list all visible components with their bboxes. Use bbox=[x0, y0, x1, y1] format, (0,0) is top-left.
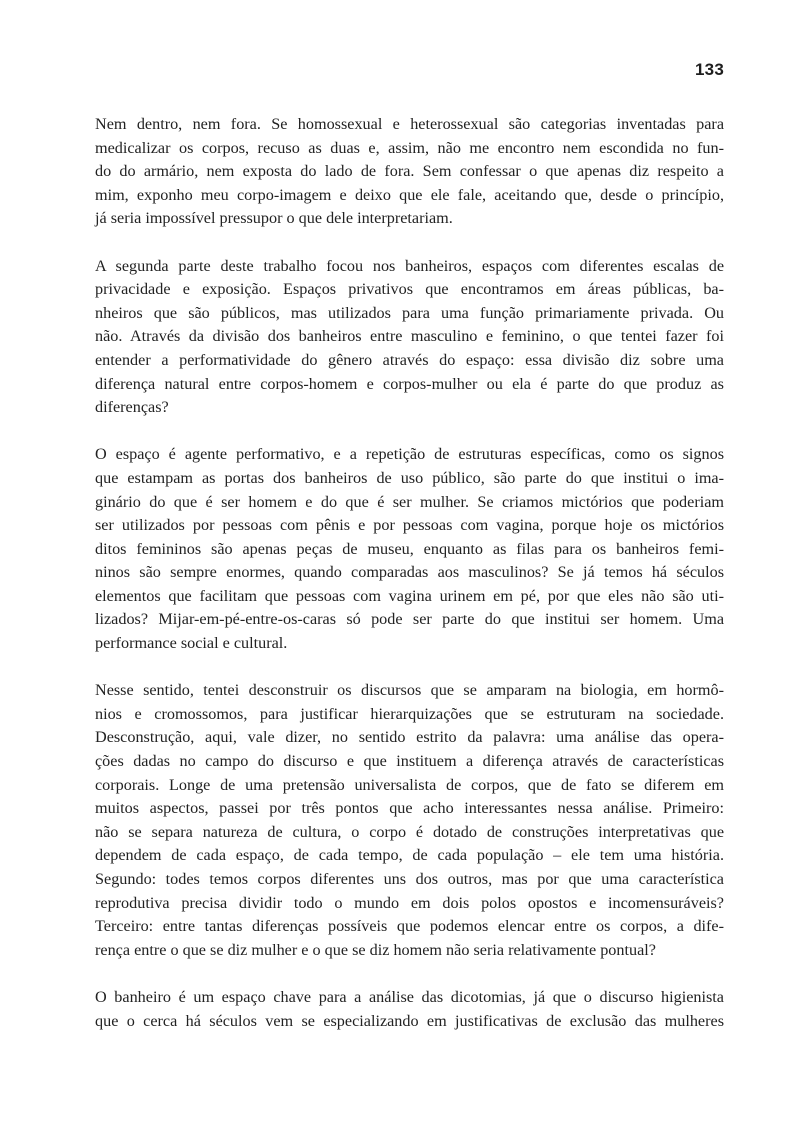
paragraph bbox=[95, 443, 724, 655]
text-line: ções dadas no campo do discurso e que instituem a diferença através de características bbox=[95, 752, 724, 771]
text-line: que estampam as portas dos banheiros de uso público, são parte do que institui o ima- bbox=[95, 468, 724, 487]
text-line: não. Através da divisão dos banheiros entre masculino e feminino, o que tentei fazer foi bbox=[95, 327, 724, 346]
text-line: lizados? Mijar-em-pé-entre-os-caras só pode ser parte do que institui ser homem. Uma bbox=[95, 610, 724, 629]
text-line: não se separa natureza de cultura, o corpo é dotado de construções interpretativas que bbox=[95, 822, 724, 841]
body-text bbox=[95, 113, 724, 1057]
text-line: reprodutiva precisa dividir todo o mundo em dois polos opostos e incomensuráveis? bbox=[95, 893, 724, 912]
text-line: medicalizar os corpos, recuso as duas e, assim, não me encontro nem escondida no fun- bbox=[95, 138, 724, 157]
text-line: Segundo: todes temos corpos diferentes uns dos outros, mas por que uma característica bbox=[95, 870, 724, 888]
text-line: diferenças? bbox=[95, 398, 169, 417]
text-line: elementos que facilitam que pessoas com vagina urinem em pé, por que eles não são uti- bbox=[95, 586, 724, 605]
text-line: muitos aspectos, passei por três pontos que acho interessantes nessa análise. Primeiro: bbox=[95, 799, 724, 818]
text-line: do do armário, nem exposta do lado de fora. Sem confessar o que apenas diz respeito a bbox=[95, 162, 724, 181]
text-line: nios e cromossomos, para justificar hierarquizações que se estruturam na sociedade. bbox=[95, 704, 724, 723]
text-line: Nem dentro, nem fora. Se homossexual e heterossexual são categorias inventadas para bbox=[95, 115, 724, 133]
text-line: O banheiro é um espaço chave para a análise das dicotomias, já que o discurso higienista bbox=[95, 987, 724, 1006]
text-line: dependem de cada espaço, de cada tempo, de cada população – ele tem uma história. bbox=[95, 846, 724, 865]
paragraph bbox=[95, 113, 724, 231]
text-line: corporais. Longe de uma pretensão universalista de corpos, que de fato se diferem em bbox=[95, 775, 724, 794]
text-line: Desconstrução, aqui, vale dizer, no sentido estrito da palavra: uma análise das opera- bbox=[95, 728, 724, 747]
text-line: rença entre o que se diz mulher e o que se diz homem não seria relativamente pontual? bbox=[95, 940, 656, 959]
text-line: ditos femininos são apenas peças de museu, enquanto as filas para os banheiros femi- bbox=[95, 539, 724, 558]
text-line: privacidade e exposição. Espaços privativos que encontramos em áreas públicas, ba- bbox=[95, 280, 724, 299]
text-line: performance social e cultural. bbox=[95, 634, 288, 653]
text-line: que o cerca há séculos vem se especializando em justificativas de exclusão das mulheres bbox=[95, 1011, 724, 1030]
text-line: ser utilizados por pessoas com pênis e por pessoas com vagina, porque hoje os mictórios bbox=[95, 516, 724, 535]
text-line: ginário do que é ser homem e do que é ser mulher. Se criamos mictórios que poderiam bbox=[95, 492, 724, 511]
paragraph bbox=[95, 679, 724, 962]
text-line: diferença natural entre corpos-homem e corpos-mulher ou ela é parte do que produz as bbox=[95, 374, 724, 393]
paragraph bbox=[95, 255, 724, 420]
text-line: Terceiro: entre tantas diferenças possíveis que podemos elencar entre os corpos, a dife- bbox=[95, 917, 724, 936]
text-line: A segunda parte deste trabalho focou nos banheiros, espaços com diferentes escalas de bbox=[95, 256, 724, 275]
page-number: 133 bbox=[695, 60, 724, 79]
paragraph bbox=[95, 986, 724, 1033]
text-line: entender a performatividade do gênero através do espaço: essa divisão diz sobre uma bbox=[95, 350, 724, 369]
text-line: mim, exponho meu corpo-imagem e deixo que ele fale, aceitando que, desde o princípio, bbox=[95, 185, 724, 204]
text-line: ninos são sempre enormes, quando comparadas aos masculinos? Se já temos há séculos bbox=[95, 563, 724, 582]
text-line: O espaço é agente performativo, e a repetição de estruturas específicas, como os signos bbox=[95, 445, 724, 464]
text-line: nheiros que são públicos, mas utilizados para uma função primariamente privada. Ou bbox=[95, 303, 724, 322]
text-line: já seria impossível pressupor o que dele interpretariam. bbox=[95, 209, 453, 228]
text-line: Nesse sentido, tentei desconstruir os discursos que se amparam na biologia, em hormô- bbox=[95, 681, 724, 700]
